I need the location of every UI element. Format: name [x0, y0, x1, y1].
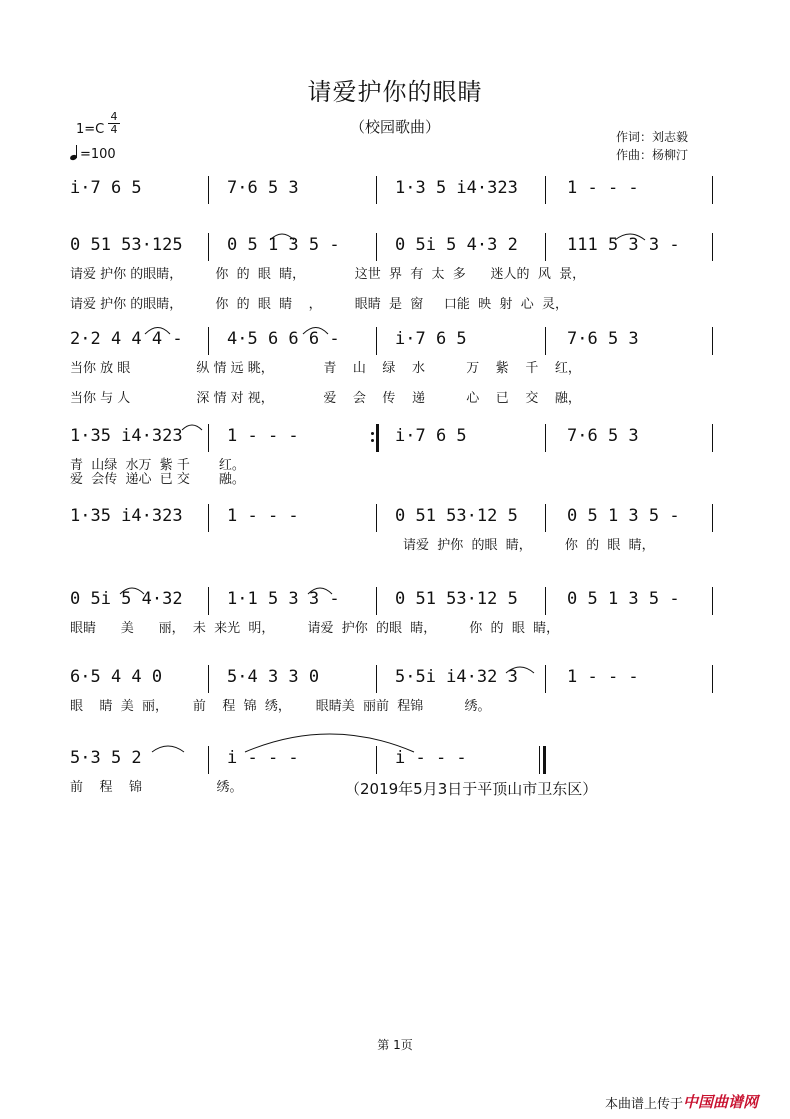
measure: i·7 6 5	[395, 329, 467, 349]
lyric-line: 前 程 锦 绣。	[70, 780, 243, 795]
barline	[376, 233, 377, 261]
measure: 7·6 5 3	[567, 329, 639, 349]
song-title: 请爱护你的眼睛	[307, 78, 483, 106]
barline	[545, 327, 546, 355]
measure: 7·6 5 3	[567, 426, 639, 446]
measure: 1·35 i4·323	[70, 426, 183, 446]
barline	[712, 665, 713, 693]
measure: 6·5 4 4 0	[70, 667, 163, 687]
measure: 5·3 5 2	[70, 748, 142, 768]
barline	[545, 504, 546, 532]
measure: 0 51 53·12 5	[395, 506, 518, 526]
measure: 0 51 53·12 5	[395, 589, 518, 609]
lyric-line: 眼睛 美 丽， 未 来光 明， 请爱 护你 的眼 睛， 你 的 眼 睛，	[70, 621, 560, 636]
barline	[712, 233, 713, 261]
composer: 作曲：杨柳汀	[616, 148, 689, 162]
barline	[545, 176, 546, 204]
measure: 2·2 4 4 4 -	[70, 329, 183, 349]
barline	[712, 504, 713, 532]
measure: 1·35 i4·323	[70, 506, 183, 526]
measure: 1·3 5 i4·323	[395, 178, 518, 198]
barline	[712, 587, 713, 615]
time-signature	[108, 111, 120, 136]
credits	[616, 128, 688, 164]
repeat-barline	[376, 424, 379, 452]
barline	[208, 665, 209, 693]
key-signature: 1=C	[76, 122, 105, 137]
barline	[208, 504, 209, 532]
measure: 1 - - -	[227, 426, 299, 446]
barline	[208, 233, 209, 261]
lyric-line: 请爱 护你 的眼 睛， 你 的 眼 睛，	[403, 538, 655, 553]
barline	[545, 665, 546, 693]
final-barline-thin	[539, 746, 540, 774]
measure: i - - -	[395, 748, 467, 768]
lyric-line: 爱 会传 递心 已 交 融。	[70, 472, 245, 487]
measure: 1 - - -	[227, 506, 299, 526]
measure: 0 5i 5 4·3 2	[395, 235, 518, 255]
barline	[545, 587, 546, 615]
barline	[712, 176, 713, 204]
lyric-line: 青 山绿 水万 紫 千 红。	[70, 458, 245, 473]
barline	[376, 176, 377, 204]
barline	[376, 327, 377, 355]
lyric-line: 眼 睛 美 丽， 前 程 锦 绣， 眼睛美 丽前 程锦 绣。	[70, 699, 491, 714]
measure: 0 51 53·125	[70, 235, 183, 255]
tempo-value: =100	[80, 147, 116, 162]
barline	[208, 327, 209, 355]
measure: 5·5i i4·32 3	[395, 667, 518, 687]
barline	[376, 587, 377, 615]
measure: 111 5 3 3 -	[567, 235, 680, 255]
barline	[208, 587, 209, 615]
lyric-line: 请爱 护你 的眼睛， 你 的 眼 睛， 这世 界 有 太 多 迷人的 风 景，	[70, 267, 586, 282]
measure: 0 5 1 3 5 -	[227, 235, 340, 255]
page-number: 第 1页	[377, 1038, 413, 1052]
song-subtitle: （校园歌曲）	[349, 118, 440, 136]
lyric-line: 请爱 护你 的眼睛， 你 的 眼 睛 ， 眼睛 是 窗 口能 映 射 心 灵，	[70, 297, 568, 312]
barline	[545, 424, 546, 452]
site-logo: 中国曲谱网	[683, 1093, 759, 1111]
measure: 5·4 3 3 0	[227, 667, 320, 687]
measure: 7·6 5 3	[227, 178, 299, 198]
measure: i·7 6 5	[395, 426, 467, 446]
measure: i·7 6 5	[70, 178, 142, 198]
lyric-line: 当你 与 人 深 情 对 视， 爱 会 传 递 心 已 交 融，	[70, 391, 581, 406]
measure: i - - -	[227, 748, 299, 768]
measure: 1·1 5 3 3 -	[227, 589, 340, 609]
barline	[376, 746, 377, 774]
quarter-note-icon	[70, 146, 80, 160]
measure: 1 - - -	[567, 178, 639, 198]
measure: 1 - - -	[567, 667, 639, 687]
tempo-marking	[70, 146, 116, 162]
time-signature-top: 4	[110, 110, 118, 123]
composition-date: （2019年5月3日于平顶山市卫东区）	[345, 780, 598, 798]
barline	[712, 327, 713, 355]
lyricist: 作词：刘志毅	[616, 130, 689, 144]
barline	[208, 746, 209, 774]
barline	[376, 665, 377, 693]
barline	[543, 746, 546, 774]
slur	[182, 425, 202, 430]
measure: 4·5 6 6 6 -	[227, 329, 340, 349]
measure: 0 5 1 3 5 -	[567, 589, 680, 609]
measure: 0 5 1 3 5 -	[567, 506, 680, 526]
barline	[712, 424, 713, 452]
barline	[208, 424, 209, 452]
lyric-line: 当你 放 眼 纵 情 远 眺， 青 山 绿 水 万 紫 千 红，	[70, 361, 581, 376]
slur	[152, 746, 184, 752]
measure: 0 5i 5 4·32	[70, 589, 183, 609]
repeat-dots	[371, 428, 375, 446]
time-signature-bottom: 4	[110, 123, 118, 136]
upload-note: 本曲谱上传于	[605, 1097, 684, 1112]
barline	[208, 176, 209, 204]
barline	[545, 233, 546, 261]
barline	[376, 504, 377, 532]
